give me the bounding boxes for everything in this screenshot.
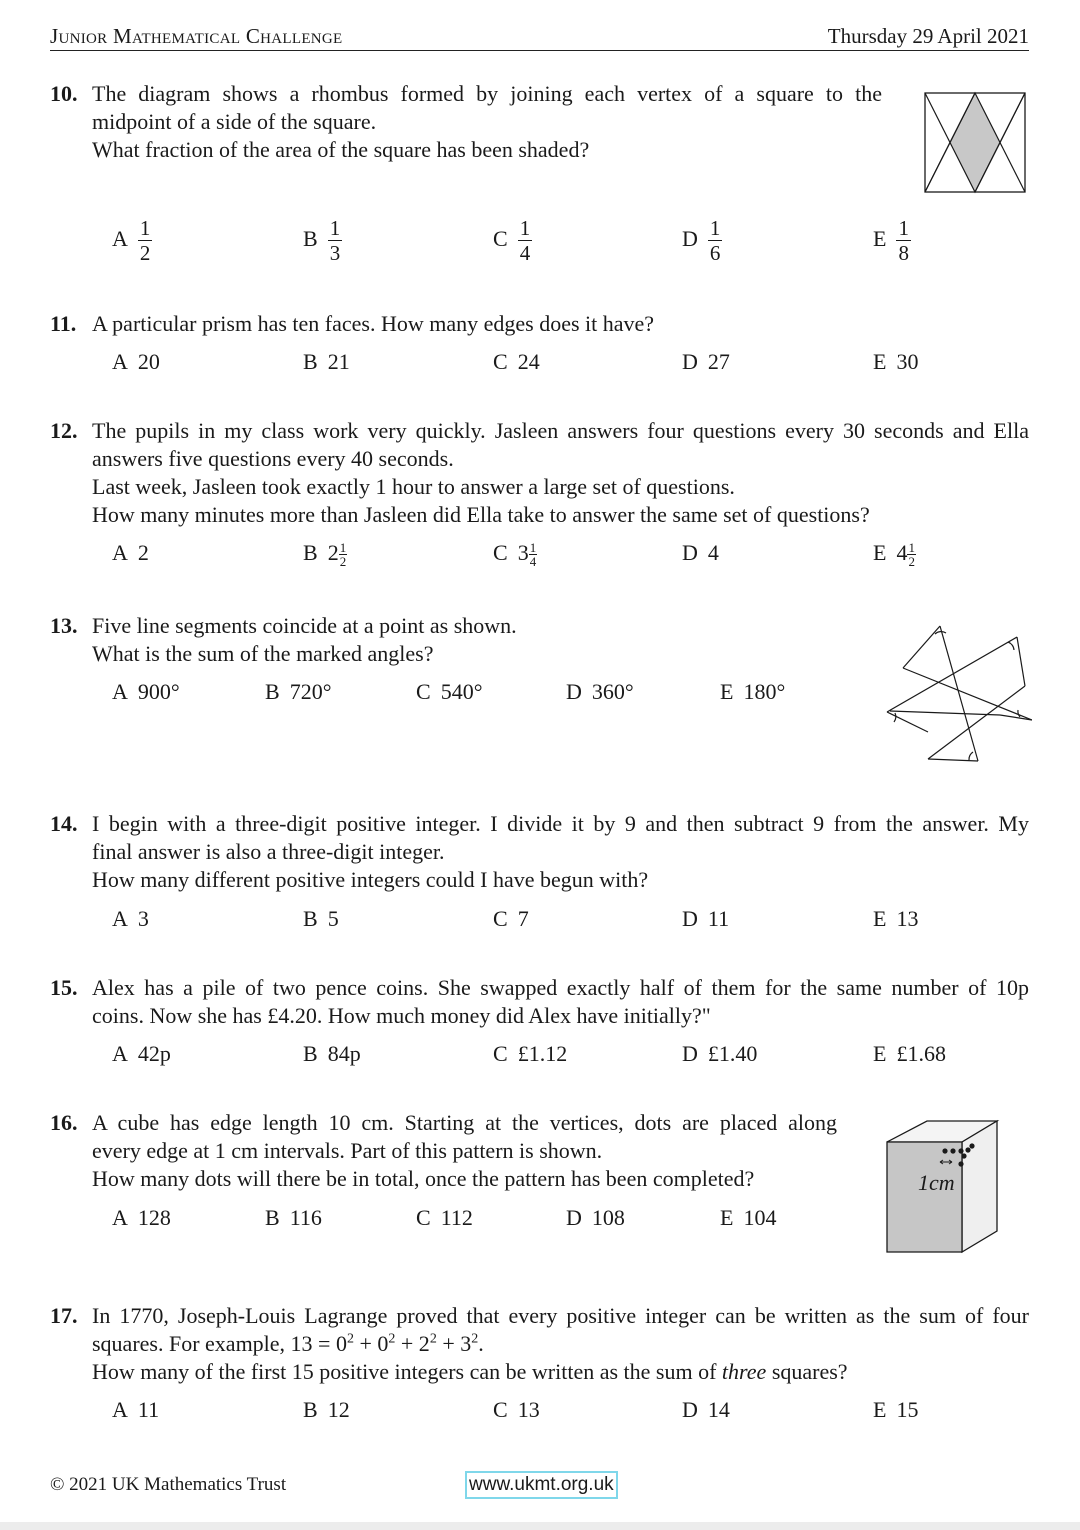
fraction xyxy=(518,216,533,265)
option-letter: B xyxy=(303,349,318,374)
option-e[interactable] xyxy=(873,1397,918,1423)
copyright-notice: © 2021 UK Mathematics Trust xyxy=(50,1474,287,1495)
fraction xyxy=(138,216,153,265)
option-b[interactable] xyxy=(303,216,342,265)
option-a[interactable] xyxy=(112,679,180,705)
question-number: 10. xyxy=(50,81,78,106)
option-letter: D xyxy=(682,1041,698,1066)
option-letter: D xyxy=(682,349,698,374)
denominator: 2 xyxy=(339,554,347,570)
option-b[interactable] xyxy=(265,1205,322,1231)
exponent: 2 xyxy=(429,1331,437,1347)
option-value: 13 xyxy=(517,1397,540,1422)
whole-part: 4 xyxy=(896,540,908,565)
option-letter: A xyxy=(112,349,128,374)
question-number: 12. xyxy=(50,418,78,443)
option-e[interactable] xyxy=(873,540,916,568)
answer-options xyxy=(112,1041,1080,1081)
rhombus-in-square-figure xyxy=(920,88,1030,196)
option-a[interactable] xyxy=(112,1397,159,1423)
option-a[interactable] xyxy=(112,216,152,265)
question-line: A cube has edge length 10 cm. Starting at the vertices, dots are placed along xyxy=(92,1110,837,1135)
option-c[interactable] xyxy=(493,1041,567,1067)
question-line: coins. Now she has £4.20. How much money did Alex have initially?" xyxy=(92,1003,711,1028)
fraction xyxy=(907,541,916,568)
option-value: 15 xyxy=(896,1397,919,1422)
option-letter: C xyxy=(493,1397,508,1422)
option-a[interactable] xyxy=(112,1205,171,1231)
competition-title: Junior Mathematical Challenge xyxy=(50,24,343,48)
page-header xyxy=(50,22,1029,51)
option-letter: C xyxy=(493,906,508,931)
whole-part: 2 xyxy=(327,540,339,565)
option-letter: A xyxy=(112,1041,128,1066)
question-text xyxy=(92,310,1029,338)
option-b[interactable] xyxy=(303,349,350,375)
denominator: 3 xyxy=(329,241,341,265)
option-value: 128 xyxy=(137,1205,171,1230)
exponent: 2 xyxy=(346,1331,354,1347)
option-value: 24 xyxy=(517,349,540,374)
option-value: 14 xyxy=(707,1397,730,1422)
option-e[interactable] xyxy=(720,679,785,705)
question-line: The pupils in my class work very quickly. Jasleen answers four questions every 30 seconds and Ella xyxy=(92,418,1029,443)
question-number: 17. xyxy=(50,1303,78,1328)
option-d[interactable] xyxy=(682,216,722,265)
denominator: 4 xyxy=(529,554,537,570)
question-line: every edge at 1 cm intervals. Part of this pattern is shown. xyxy=(92,1138,603,1163)
option-value: 104 xyxy=(743,1205,777,1230)
question-text xyxy=(92,417,1029,529)
option-e[interactable] xyxy=(873,1041,946,1067)
emphasis-word: three xyxy=(721,1359,767,1384)
option-a[interactable] xyxy=(112,1041,171,1067)
question-line: final answer is also a three-digit integer. xyxy=(92,839,445,864)
option-value: 116 xyxy=(289,1205,322,1230)
option-letter: A xyxy=(112,1205,128,1230)
fraction xyxy=(339,541,348,568)
denominator: 2 xyxy=(139,241,151,265)
question-text xyxy=(92,1302,1029,1386)
exponent: 2 xyxy=(471,1331,479,1347)
question-line: How many different positive integers could I have begun with? xyxy=(92,867,649,892)
option-value: 13 xyxy=(896,906,919,931)
question-number: 16. xyxy=(50,1110,78,1135)
denominator: 4 xyxy=(519,241,531,265)
question-text xyxy=(92,974,1029,1030)
option-letter: C xyxy=(493,1041,508,1066)
example-text: + 3 xyxy=(436,1331,472,1356)
option-d[interactable] xyxy=(682,540,719,566)
option-e[interactable] xyxy=(873,216,911,265)
numerator: 1 xyxy=(908,540,915,556)
option-c[interactable] xyxy=(493,216,532,265)
option-letter: A xyxy=(112,906,128,931)
answer-options xyxy=(112,906,1080,946)
option-value: £1.12 xyxy=(517,1041,568,1066)
option-letter: B xyxy=(303,906,318,931)
numerator: 1 xyxy=(139,216,151,240)
option-a[interactable] xyxy=(112,349,160,375)
answer-options xyxy=(112,540,1080,580)
question-line: midpoint of a side of the square. xyxy=(92,109,377,134)
question-number: 11. xyxy=(50,311,77,336)
option-value: £1.68 xyxy=(896,1041,946,1066)
option-letter: C xyxy=(493,225,508,251)
example-text: + 2 xyxy=(395,1331,430,1356)
option-value: 5 xyxy=(327,906,339,931)
option-c[interactable] xyxy=(493,906,529,932)
whole-part: 3 xyxy=(517,540,529,565)
exam-date: Thursday 29 April 2021 xyxy=(827,24,1029,48)
question-line: answers five questions every 40 seconds. xyxy=(92,446,454,471)
fraction xyxy=(529,541,538,568)
numerator: 1 xyxy=(709,216,721,240)
option-b[interactable] xyxy=(303,906,339,932)
option-value: 2 xyxy=(137,540,149,565)
option-value: £1.40 xyxy=(707,1041,758,1066)
option-c[interactable] xyxy=(493,349,540,375)
option-letter: E xyxy=(873,349,887,374)
page-bottom-strip xyxy=(0,1522,1080,1530)
question-number: 14. xyxy=(50,811,78,836)
question-line: Five line segments coincide at a point as shown. xyxy=(92,613,517,638)
question-line: A particular prism has ten faces. How many edges does it have? xyxy=(92,311,655,336)
fraction xyxy=(896,216,911,265)
numerator: 1 xyxy=(339,540,347,556)
question-line: How many dots will there be in total, once the pattern has been completed? xyxy=(92,1166,755,1191)
option-b[interactable] xyxy=(303,1397,350,1423)
option-value: 540° xyxy=(440,679,483,704)
answer-options xyxy=(112,1205,1080,1245)
question-fragment: squares? xyxy=(766,1359,848,1384)
question-line-example xyxy=(92,1330,1029,1358)
question-line: I begin with a three-digit positive integer. I divide it by 9 and then subtract 9 from the answer. My xyxy=(92,811,1029,836)
option-value: 20 xyxy=(137,349,160,374)
question-line: What fraction of the area of the square has been shaded? xyxy=(92,137,590,162)
numerator: 1 xyxy=(329,216,341,240)
option-letter: B xyxy=(265,679,280,704)
option-value: 900° xyxy=(137,679,180,704)
option-letter: B xyxy=(303,540,318,565)
option-letter: C xyxy=(493,349,508,374)
option-letter: E xyxy=(873,1397,887,1422)
cube-unit-label: 1cm xyxy=(918,1170,955,1195)
option-letter: E xyxy=(873,540,887,565)
option-letter: A xyxy=(112,1397,128,1422)
example-text: + 0 xyxy=(353,1331,389,1356)
answer-options xyxy=(112,1397,1080,1437)
fraction xyxy=(708,216,723,265)
option-value: 12 xyxy=(327,1397,350,1422)
option-letter: C xyxy=(493,540,508,565)
option-e[interactable] xyxy=(720,1205,776,1231)
option-value: 21 xyxy=(327,349,350,374)
option-value: 180° xyxy=(743,679,786,704)
answer-options xyxy=(112,216,1080,276)
option-value: 42p xyxy=(137,1041,171,1066)
question-number: 15. xyxy=(50,975,78,1000)
question-line xyxy=(92,1358,1029,1386)
numerator: 1 xyxy=(898,216,909,240)
option-value: 4 xyxy=(707,540,719,565)
mixed-number xyxy=(518,540,538,568)
option-letter: E xyxy=(873,225,887,251)
option-c[interactable] xyxy=(493,1397,540,1423)
option-e[interactable] xyxy=(873,906,918,932)
question-fragment: How many of the first 15 positive integers can be written as the sum of xyxy=(92,1359,722,1384)
option-letter: D xyxy=(566,1205,582,1230)
option-d[interactable] xyxy=(682,1397,730,1423)
mixed-number xyxy=(896,540,916,568)
question-line: How many minutes more than Jasleen did Ella take to answer the same set of questions? xyxy=(92,502,870,527)
option-b[interactable] xyxy=(265,679,332,705)
question-line: Last week, Jasleen took exactly 1 hour to answer a large set of questions. xyxy=(92,474,735,499)
option-letter: C xyxy=(416,1205,431,1230)
ukmt-website-link[interactable]: www.ukmt.org.uk xyxy=(465,1471,618,1499)
option-value: 360° xyxy=(591,679,634,704)
option-letter: D xyxy=(682,1397,698,1422)
option-value: 720° xyxy=(289,679,332,704)
option-letter: A xyxy=(112,225,128,251)
shaded-rhombus xyxy=(950,93,1000,192)
option-letter: B xyxy=(265,1205,280,1230)
option-e[interactable] xyxy=(873,349,918,375)
mixed-number xyxy=(328,540,348,568)
option-a[interactable] xyxy=(112,540,149,566)
denominator: 8 xyxy=(898,241,909,265)
question-line: The diagram shows a rhombus formed by joining each vertex of a square to the xyxy=(92,81,882,106)
option-letter: C xyxy=(416,679,431,704)
question-line: Alex has a pile of two pence coins. She swapped exactly half of them for the same number of 10p xyxy=(92,975,1029,1000)
option-value: 30 xyxy=(896,349,919,374)
option-letter: B xyxy=(303,1041,318,1066)
option-letter: A xyxy=(112,679,128,704)
option-value: 27 xyxy=(707,349,730,374)
exponent: 2 xyxy=(388,1331,396,1347)
option-letter: D xyxy=(566,679,582,704)
option-d[interactable] xyxy=(566,679,634,705)
question-number: 13. xyxy=(50,613,78,638)
example-text: squares. For example, 13 = 0 xyxy=(92,1331,347,1356)
option-b[interactable] xyxy=(303,540,347,568)
option-value: 3 xyxy=(137,906,149,931)
option-c[interactable] xyxy=(416,1205,473,1231)
numerator: 1 xyxy=(519,216,531,240)
option-d[interactable] xyxy=(682,349,730,375)
denominator: 2 xyxy=(908,554,915,570)
option-value: 7 xyxy=(517,906,529,931)
question-text xyxy=(92,612,862,668)
option-d[interactable] xyxy=(682,906,729,932)
option-letter: B xyxy=(303,1397,318,1422)
question-line: What is the sum of the marked angles? xyxy=(92,641,434,666)
option-a[interactable] xyxy=(112,906,149,932)
example-text: . xyxy=(478,1331,484,1356)
option-letter: E xyxy=(873,1041,887,1066)
answer-options xyxy=(112,349,1080,389)
option-value: 11 xyxy=(137,1397,160,1422)
option-letter: E xyxy=(873,906,887,931)
option-d[interactable] xyxy=(682,1041,757,1067)
option-d[interactable] xyxy=(566,1205,625,1231)
option-value: 112 xyxy=(440,1205,473,1230)
option-b[interactable] xyxy=(303,1041,361,1067)
option-c[interactable] xyxy=(493,540,537,568)
numerator: 1 xyxy=(529,540,537,556)
option-letter: D xyxy=(682,225,698,251)
option-letter: D xyxy=(682,540,698,565)
option-value: 84p xyxy=(327,1041,361,1066)
option-letter: D xyxy=(682,906,698,931)
answer-options xyxy=(112,679,1080,719)
option-letter: E xyxy=(720,679,734,704)
option-letter: A xyxy=(112,540,128,565)
fraction xyxy=(328,216,343,265)
question-text xyxy=(92,80,882,164)
option-letter: B xyxy=(303,225,318,251)
option-value: 108 xyxy=(591,1205,625,1230)
question-text xyxy=(92,1109,837,1193)
option-letter: E xyxy=(720,1205,734,1230)
question-line: In 1770, Joseph-Louis Lagrange proved that every positive integer can be written as the sum of four xyxy=(92,1303,1029,1328)
question-text xyxy=(92,810,1029,894)
option-c[interactable] xyxy=(416,679,483,705)
denominator: 6 xyxy=(709,241,721,265)
option-value: 11 xyxy=(707,906,730,931)
